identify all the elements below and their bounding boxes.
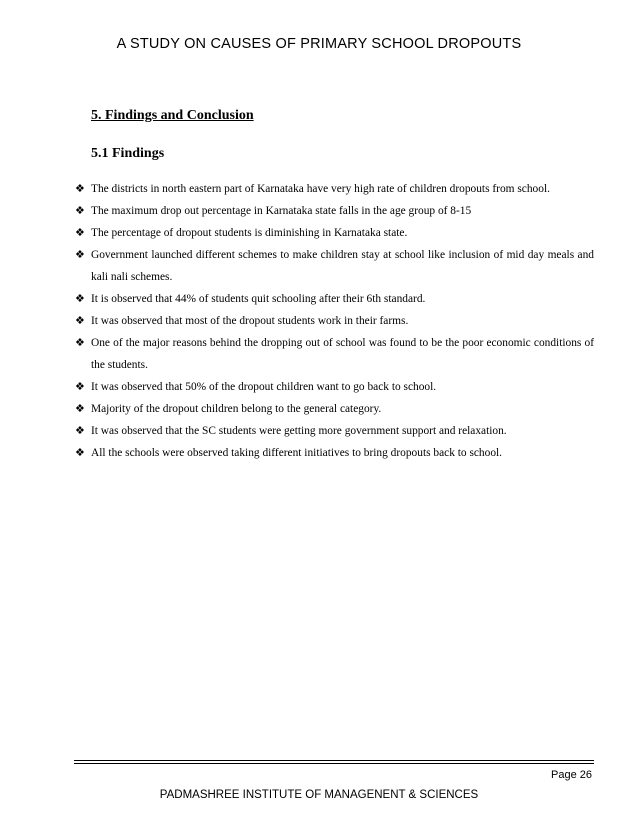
- diamond-bullet-icon: ❖: [75, 182, 85, 195]
- diamond-bullet-icon: ❖: [75, 292, 85, 305]
- finding-text: Majority of the dropout children belong to the general category.: [91, 403, 382, 415]
- list-item: [0, 376, 638, 398]
- list-item: [0, 332, 638, 376]
- finding-text: Government launched different schemes to make children stay at school like inclusion of mid day meals and kali nali schemes.: [91, 249, 594, 283]
- finding-text: The districts in north eastern part of Karnataka have very high rate of children dropouts from school.: [91, 183, 550, 195]
- finding-text: All the schools were observed taking different initiatives to bring dropouts back to school.: [91, 447, 503, 459]
- finding-text: It is observed that 44% of students quit schooling after their 6th standard.: [91, 293, 426, 305]
- footer-institute: PADMASHREE INSTITUTE OF MANAGENENT & SCIENCES: [159, 789, 479, 801]
- finding-text: The percentage of dropout students is diminishing in Karnataka state.: [91, 227, 408, 239]
- finding-text: The maximum drop out percentage in Karnataka state falls in the age group of 8-15: [91, 205, 472, 217]
- findings-list: [0, 178, 638, 464]
- list-item: [0, 420, 638, 442]
- subsection-heading: 5.1 Findings: [91, 146, 165, 161]
- diamond-bullet-icon: ❖: [75, 336, 85, 349]
- list-item: [0, 244, 638, 288]
- list-item: [0, 178, 638, 200]
- footer-rule: [74, 763, 594, 764]
- section-heading: 5. Findings and Conclusion: [91, 108, 254, 123]
- list-item: [0, 442, 638, 464]
- list-item: [0, 398, 638, 420]
- diamond-bullet-icon: ❖: [75, 226, 85, 239]
- list-item: [0, 310, 638, 332]
- list-item: [0, 222, 638, 244]
- diamond-bullet-icon: ❖: [75, 248, 85, 261]
- list-item: [0, 288, 638, 310]
- header-title: A STUDY ON CAUSES OF PRIMARY SCHOOL DROPOUTS: [116, 36, 522, 52]
- finding-text: One of the major reasons behind the dropping out of school was found to be the poor economic conditions of the students.: [91, 337, 594, 371]
- finding-text: It was observed that 50% of the dropout children want to go back to school.: [91, 381, 437, 393]
- diamond-bullet-icon: ❖: [75, 446, 85, 459]
- diamond-bullet-icon: ❖: [75, 424, 85, 437]
- diamond-bullet-icon: ❖: [75, 314, 85, 327]
- finding-text: It was observed that most of the dropout students work in their farms.: [91, 315, 409, 327]
- diamond-bullet-icon: ❖: [75, 380, 85, 393]
- finding-text: It was observed that the SC students were getting more government support and relaxation.: [91, 425, 507, 437]
- footer-rule: [74, 760, 594, 761]
- diamond-bullet-icon: ❖: [75, 204, 85, 217]
- list-item: [0, 200, 638, 222]
- page-number: Page 26: [551, 769, 592, 781]
- diamond-bullet-icon: ❖: [75, 402, 85, 415]
